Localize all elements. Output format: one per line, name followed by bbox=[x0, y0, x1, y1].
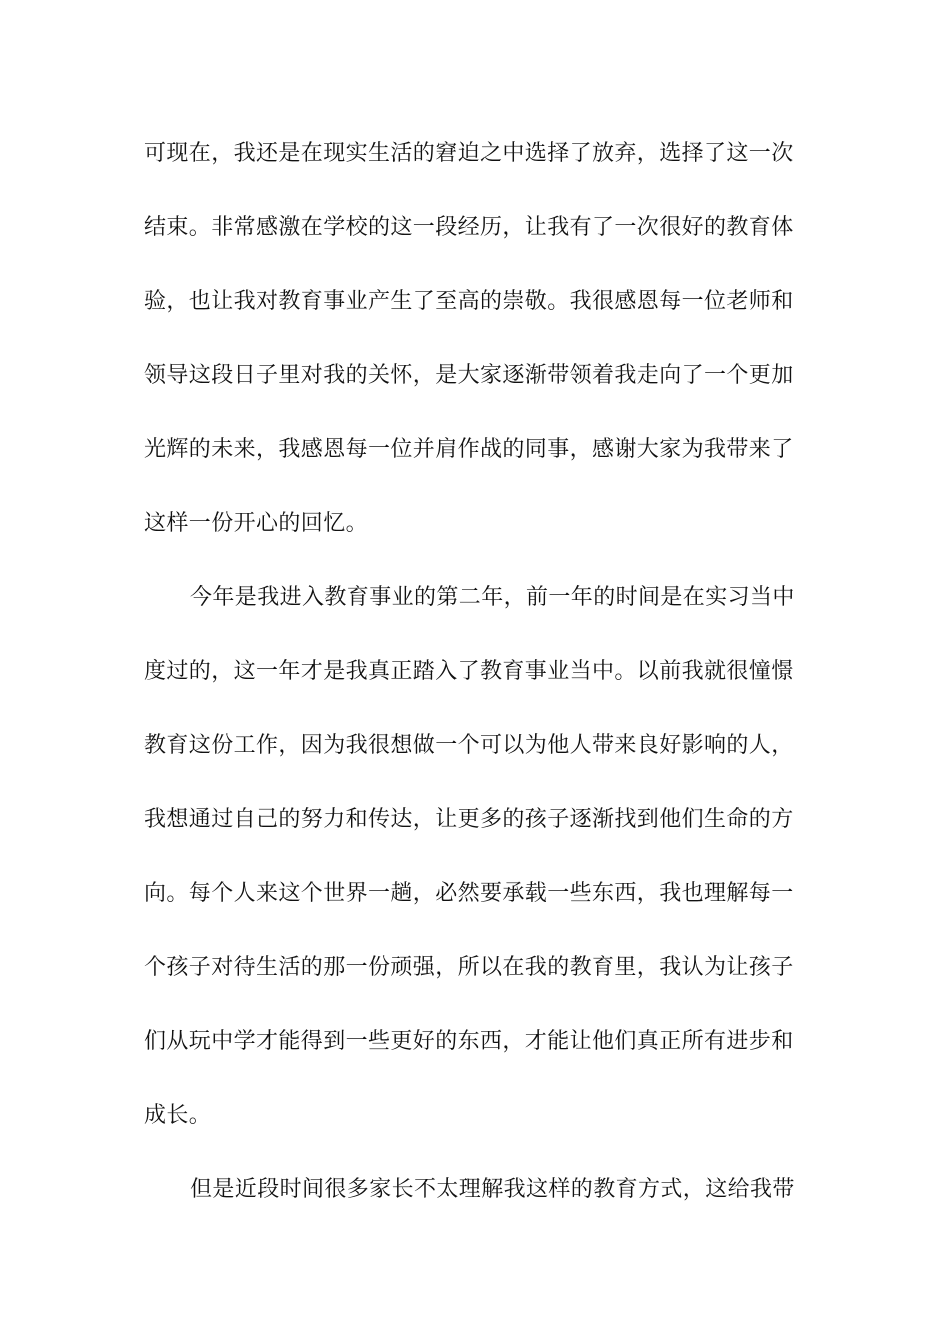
text-line: 验，也让我对教育事业产生了至高的崇敬。我很感恩每一位老师和 bbox=[144, 289, 794, 314]
text-line: 这样一份开心的回忆。 bbox=[144, 511, 369, 536]
text-line: 我想通过自己的努力和传达，让更多的孩子逐渐找到他们生命的方 bbox=[144, 807, 794, 832]
text-line: 成长。 bbox=[144, 1103, 212, 1128]
paragraph-first-line: 今年是我进入教育事业的第二年，前一年的时间是在实习当中 bbox=[190, 585, 795, 610]
text-line: 领导这段日子里对我的关怀，是大家逐渐带领着我走向了一个更加 bbox=[144, 363, 794, 388]
text-line: 教育这份工作，因为我很想做一个可以为他人带来良好影响的人， bbox=[144, 733, 794, 758]
text-line: 结束。非常感激在学校的这一段经历，让我有了一次很好的教育体 bbox=[144, 215, 794, 240]
text-line: 度过的，这一年才是我真正踏入了教育事业当中。以前我就很憧憬 bbox=[144, 659, 794, 684]
text-line: 个孩子对待生活的那一份顽强，所以在我的教育里，我认为让孩子 bbox=[144, 955, 794, 980]
paragraph-first-line: 但是近段时间很多家长不太理解我这样的教育方式，这给我带 bbox=[190, 1177, 795, 1202]
text-line: 向。每个人来这个世界一趟，必然要承载一些东西，我也理解每一 bbox=[144, 881, 794, 906]
text-line: 们从玩中学才能得到一些更好的东西，才能让他们真正所有进步和 bbox=[144, 1029, 794, 1054]
text-line: 光辉的未来，我感恩每一位并肩作战的同事，感谢大家为我带来了 bbox=[144, 437, 794, 462]
text-line: 可现在，我还是在现实生活的窘迫之中选择了放弃，选择了这一次 bbox=[144, 141, 794, 166]
